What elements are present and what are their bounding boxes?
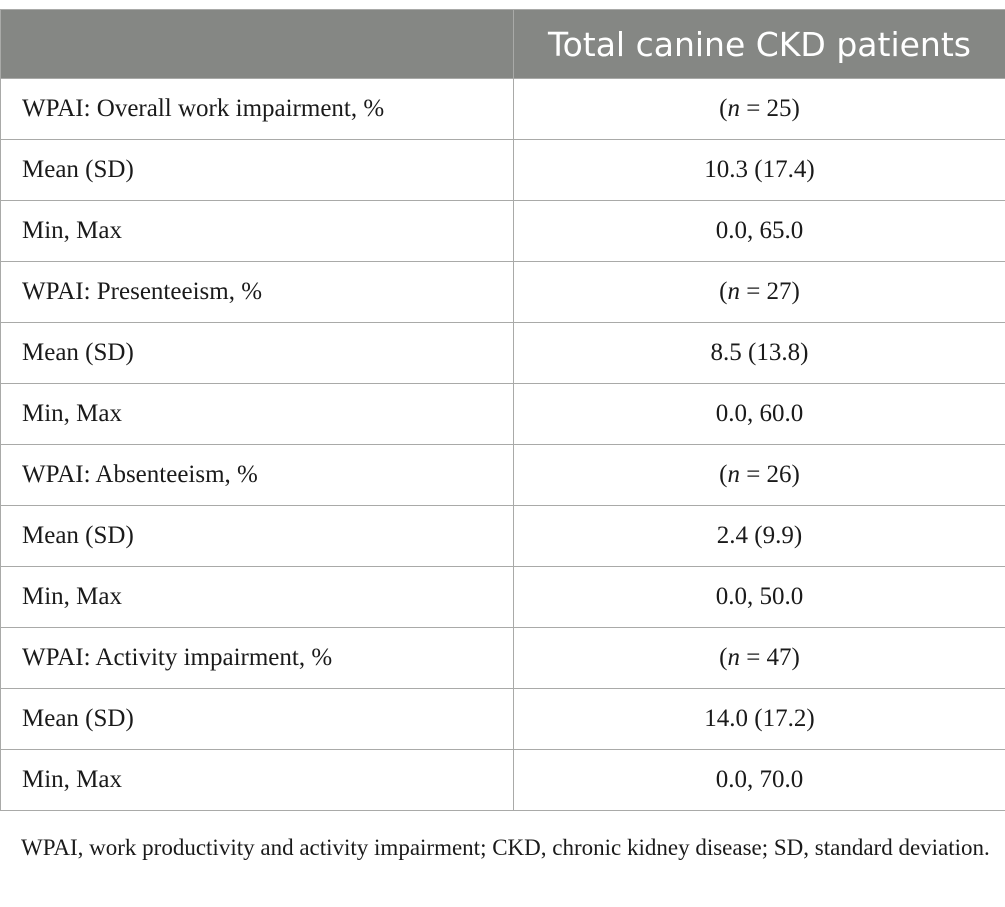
n-equals: =: [739, 95, 767, 122]
row-label: Mean (SD): [1, 140, 514, 201]
n-symbol: n: [727, 644, 740, 671]
sample-size-cell: (n = 27): [514, 262, 1005, 323]
row-label: WPAI: Presenteeism, %: [1, 262, 514, 323]
row-value: 10.3 (17.4): [514, 140, 1005, 201]
table-row: [1, 201, 1005, 262]
table-row: [1, 323, 1005, 384]
row-label: WPAI: Activity impairment, %: [1, 628, 514, 689]
n-symbol: n: [727, 461, 740, 488]
table-section-row: [1, 445, 1005, 506]
n-equals: =: [739, 644, 767, 671]
row-label: Min, Max: [1, 384, 514, 445]
table-body: [1, 79, 1005, 811]
table-row: [1, 140, 1005, 201]
row-value: 0.0, 70.0: [514, 750, 1005, 811]
row-label: Min, Max: [1, 567, 514, 628]
row-label: WPAI: Absenteeism, %: [1, 445, 514, 506]
table-row: [1, 689, 1005, 750]
n-equals: =: [739, 461, 767, 488]
results-table-container: [0, 9, 1005, 811]
table-row: [1, 384, 1005, 445]
header-cell-measure: [1, 10, 514, 79]
table-row: [1, 750, 1005, 811]
row-value: 14.0 (17.2): [514, 689, 1005, 750]
row-label: WPAI: Overall work impairment, %: [1, 79, 514, 140]
row-label: Min, Max: [1, 201, 514, 262]
table-section-row: [1, 262, 1005, 323]
sample-size-value: 47: [766, 644, 792, 671]
n-symbol: n: [727, 95, 740, 122]
table-section-row: [1, 628, 1005, 689]
table-row: [1, 567, 1005, 628]
table-header-row: [1, 10, 1005, 79]
n-symbol: n: [727, 278, 740, 305]
wpai-results-table: [0, 9, 1005, 811]
table-section-row: [1, 79, 1005, 140]
row-value: 2.4 (9.9): [514, 506, 1005, 567]
sample-size-cell: (n = 47): [514, 628, 1005, 689]
sample-size-value: 26: [766, 461, 792, 488]
row-value: 0.0, 65.0: [514, 201, 1005, 262]
sample-size-value: 27: [766, 278, 792, 305]
row-label: Mean (SD): [1, 689, 514, 750]
row-label: Min, Max: [1, 750, 514, 811]
row-value: 0.0, 50.0: [514, 567, 1005, 628]
header-cell-total-canine-ckd: Total canine CKD patients: [514, 10, 1005, 79]
sample-size-cell: (n = 25): [514, 79, 1005, 140]
row-value: 0.0, 60.0: [514, 384, 1005, 445]
table-footnote: WPAI, work productivity and activity impairment; CKD, chronic kidney disease; SD, standard deviation.: [21, 835, 990, 860]
row-value: 8.5 (13.8): [514, 323, 1005, 384]
row-label: Mean (SD): [1, 323, 514, 384]
row-label: Mean (SD): [1, 506, 514, 567]
n-equals: =: [739, 278, 767, 305]
sample-size-cell: (n = 26): [514, 445, 1005, 506]
table-row: [1, 506, 1005, 567]
sample-size-value: 25: [766, 95, 792, 122]
